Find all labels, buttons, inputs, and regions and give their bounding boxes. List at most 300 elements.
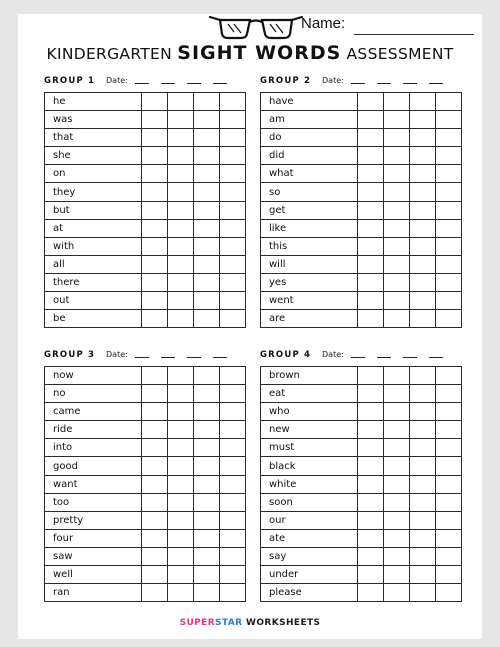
check-box-cell (410, 566, 436, 584)
table-row (45, 493, 246, 511)
check-box-cell (436, 93, 462, 111)
date-label: Date: (322, 76, 344, 85)
check-box-cell (384, 219, 410, 237)
group-title: GROUP 1 (44, 76, 96, 86)
check-box-cell (142, 439, 168, 457)
check-box-cell (142, 219, 168, 237)
check-box-cell (358, 111, 384, 129)
check-box-cell (168, 439, 194, 457)
check-box-cell (168, 475, 194, 493)
sight-word: did (261, 147, 358, 165)
check-box-cell (436, 421, 462, 439)
check-box-cell (358, 367, 384, 385)
check-box-cell (410, 310, 436, 328)
check-box-cell (358, 457, 384, 475)
sight-word: please (261, 584, 358, 602)
check-box-cell (358, 129, 384, 147)
check-box-cell (220, 457, 246, 475)
check-box-cell (410, 385, 436, 403)
check-box-cell (168, 201, 194, 219)
check-box-cell (358, 165, 384, 183)
check-box-cell (384, 310, 410, 328)
check-box-cell (168, 147, 194, 165)
sight-word: what (261, 165, 358, 183)
sight-word: good (45, 457, 142, 475)
check-box-cell (384, 292, 410, 310)
check-box-cell (436, 292, 462, 310)
date-blank-line (403, 83, 417, 84)
check-box-cell (220, 183, 246, 201)
check-box-cell (168, 310, 194, 328)
sight-word: white (261, 475, 358, 493)
check-box-cell (194, 367, 220, 385)
table-row (261, 385, 462, 403)
group-title: GROUP 3 (44, 350, 96, 360)
table-row (261, 475, 462, 493)
check-box-cell (220, 147, 246, 165)
sight-word: black (261, 457, 358, 475)
check-box-cell (142, 201, 168, 219)
check-box-cell (358, 273, 384, 291)
check-box-cell (410, 165, 436, 183)
sight-word: came (45, 403, 142, 421)
table-row (45, 111, 246, 129)
check-box-cell (220, 219, 246, 237)
check-box-cell (410, 273, 436, 291)
date-blank-line (187, 83, 201, 84)
table-row (261, 566, 462, 584)
table-row (45, 511, 246, 529)
sight-word: that (45, 129, 142, 147)
table-row (45, 219, 246, 237)
header (18, 14, 482, 40)
check-box-cell (194, 421, 220, 439)
group-3 (44, 350, 240, 599)
sight-word-table (44, 366, 246, 602)
sight-word: who (261, 403, 358, 421)
check-box-cell (384, 165, 410, 183)
table-row (261, 273, 462, 291)
date-label: Date: (106, 76, 128, 85)
sight-word: at (45, 219, 142, 237)
sight-word: new (261, 421, 358, 439)
date-label: Date: (322, 350, 344, 359)
check-box-cell (142, 385, 168, 403)
check-box-cell (168, 385, 194, 403)
check-box-cell (384, 201, 410, 219)
sight-word: now (45, 367, 142, 385)
check-box-cell (220, 529, 246, 547)
check-box-cell (194, 273, 220, 291)
check-box-cell (142, 493, 168, 511)
sight-word: there (45, 273, 142, 291)
table-row (261, 237, 462, 255)
table-row (261, 547, 462, 565)
date-blank-line (403, 357, 417, 358)
table-row (45, 439, 246, 457)
check-box-cell (168, 547, 194, 565)
check-box-cell (220, 129, 246, 147)
sight-word-table (260, 92, 462, 328)
check-box-cell (436, 385, 462, 403)
sight-word: get (261, 201, 358, 219)
sight-word-table (260, 366, 462, 602)
check-box-cell (410, 183, 436, 201)
check-box-cell (168, 292, 194, 310)
check-box-cell (220, 385, 246, 403)
table-row (261, 511, 462, 529)
check-box-cell (410, 421, 436, 439)
check-box-cell (358, 385, 384, 403)
sight-word: say (261, 547, 358, 565)
sight-word: our (261, 511, 358, 529)
table-row (45, 165, 246, 183)
check-box-cell (358, 292, 384, 310)
check-box-cell (142, 129, 168, 147)
check-box-cell (194, 385, 220, 403)
table-row (45, 421, 246, 439)
table-row (45, 584, 246, 602)
name-label: Name: (301, 15, 346, 32)
check-box-cell (410, 367, 436, 385)
check-box-cell (410, 403, 436, 421)
sight-word: under (261, 566, 358, 584)
table-row (261, 439, 462, 457)
check-box-cell (168, 273, 194, 291)
sight-word: so (261, 183, 358, 201)
table-row (45, 93, 246, 111)
check-box-cell (168, 421, 194, 439)
check-box-cell (220, 475, 246, 493)
table-row (261, 403, 462, 421)
check-box-cell (142, 273, 168, 291)
table-row (45, 201, 246, 219)
check-box-cell (436, 566, 462, 584)
check-box-cell (142, 237, 168, 255)
check-box-cell (384, 93, 410, 111)
check-box-cell (436, 165, 462, 183)
check-box-cell (142, 310, 168, 328)
check-box-cell (194, 219, 220, 237)
table-row (261, 310, 462, 328)
sight-word-table (44, 92, 246, 328)
check-box-cell (384, 385, 410, 403)
check-box-cell (436, 201, 462, 219)
date-blank-line (161, 357, 175, 358)
check-box-cell (194, 255, 220, 273)
check-box-cell (436, 475, 462, 493)
check-box-cell (436, 511, 462, 529)
check-box-cell (194, 547, 220, 565)
check-box-cell (410, 237, 436, 255)
group-1 (44, 76, 240, 325)
check-box-cell (168, 237, 194, 255)
check-box-cell (220, 255, 246, 273)
sight-word: no (45, 385, 142, 403)
check-box-cell (194, 93, 220, 111)
table-row (261, 367, 462, 385)
check-box-cell (410, 439, 436, 457)
sight-word: well (45, 566, 142, 584)
check-box-cell (142, 147, 168, 165)
check-box-cell (168, 183, 194, 201)
table-row (45, 129, 246, 147)
check-box-cell (358, 219, 384, 237)
worksheet-page (18, 14, 482, 639)
check-box-cell (436, 547, 462, 565)
check-box-cell (168, 165, 194, 183)
check-box-cell (168, 129, 194, 147)
check-box-cell (168, 457, 194, 475)
title-part-1: KINDERGARTEN (46, 45, 173, 63)
sight-word: was (45, 111, 142, 129)
check-box-cell (384, 529, 410, 547)
check-box-cell (142, 566, 168, 584)
date-blank-line (429, 83, 443, 84)
check-box-cell (436, 183, 462, 201)
check-box-cell (220, 584, 246, 602)
check-box-cell (410, 493, 436, 511)
table-row (45, 529, 246, 547)
sight-word: four (45, 529, 142, 547)
check-box-cell (410, 219, 436, 237)
table-row (261, 493, 462, 511)
check-box-cell (384, 566, 410, 584)
sight-word: eat (261, 385, 358, 403)
title-bold: SIGHT WORDS (177, 42, 342, 64)
check-box-cell (410, 255, 436, 273)
check-box-cell (194, 511, 220, 529)
check-box-cell (220, 292, 246, 310)
check-box-cell (142, 93, 168, 111)
sight-word: but (45, 201, 142, 219)
sight-word: they (45, 183, 142, 201)
check-box-cell (194, 403, 220, 421)
check-box-cell (168, 219, 194, 237)
check-box-cell (384, 403, 410, 421)
check-box-cell (220, 566, 246, 584)
brand-part-1: SUPER (179, 618, 216, 628)
check-box-cell (194, 292, 220, 310)
check-box-cell (220, 165, 246, 183)
sight-word: went (261, 292, 358, 310)
title-part-2: ASSESSMENT (346, 45, 454, 63)
check-box-cell (194, 111, 220, 129)
sight-word: want (45, 475, 142, 493)
check-box-cell (194, 237, 220, 255)
check-box-cell (358, 93, 384, 111)
check-box-cell (410, 129, 436, 147)
check-box-cell (142, 403, 168, 421)
check-box-cell (194, 129, 220, 147)
check-box-cell (358, 475, 384, 493)
table-row (261, 292, 462, 310)
sight-word: have (261, 93, 358, 111)
page-title (18, 42, 482, 64)
check-box-cell (384, 457, 410, 475)
check-box-cell (220, 237, 246, 255)
check-box-cell (358, 403, 384, 421)
sunglasses-icon (206, 14, 306, 40)
check-box-cell (384, 273, 410, 291)
sight-word: he (45, 93, 142, 111)
check-box-cell (194, 439, 220, 457)
group-header (44, 350, 240, 362)
sight-word: be (45, 310, 142, 328)
sight-word: do (261, 129, 358, 147)
check-box-cell (168, 511, 194, 529)
sight-word: will (261, 255, 358, 273)
check-box-cell (436, 493, 462, 511)
sight-word: saw (45, 547, 142, 565)
check-box-cell (358, 547, 384, 565)
group-header (260, 76, 456, 88)
sight-word: are (261, 310, 358, 328)
check-box-cell (436, 255, 462, 273)
check-box-cell (194, 165, 220, 183)
sight-word: this (261, 237, 358, 255)
table-row (261, 183, 462, 201)
table-row (45, 183, 246, 201)
date-blank-line (187, 357, 201, 358)
check-box-cell (358, 183, 384, 201)
sight-word: yes (261, 273, 358, 291)
check-box-cell (410, 529, 436, 547)
date-blank-line (213, 83, 227, 84)
table-row (261, 584, 462, 602)
sight-word: on (45, 165, 142, 183)
check-box-cell (410, 93, 436, 111)
sight-word: like (261, 219, 358, 237)
date-blank-line (213, 357, 227, 358)
sight-word: out (45, 292, 142, 310)
table-row (261, 457, 462, 475)
check-box-cell (168, 93, 194, 111)
sight-word: ran (45, 584, 142, 602)
check-box-cell (410, 584, 436, 602)
check-box-cell (142, 367, 168, 385)
table-row (45, 566, 246, 584)
table-row (45, 385, 246, 403)
check-box-cell (436, 147, 462, 165)
check-box-cell (168, 255, 194, 273)
check-box-cell (220, 273, 246, 291)
check-box-cell (220, 511, 246, 529)
check-box-cell (436, 273, 462, 291)
check-box-cell (142, 183, 168, 201)
date-blank-line (377, 357, 391, 358)
table-row (261, 219, 462, 237)
check-box-cell (384, 584, 410, 602)
check-box-cell (220, 111, 246, 129)
check-box-cell (410, 475, 436, 493)
check-box-cell (194, 529, 220, 547)
check-box-cell (194, 147, 220, 165)
check-box-cell (436, 219, 462, 237)
check-box-cell (410, 147, 436, 165)
check-box-cell (358, 310, 384, 328)
check-box-cell (194, 475, 220, 493)
check-box-cell (194, 566, 220, 584)
table-row (45, 547, 246, 565)
table-row (45, 273, 246, 291)
check-box-cell (384, 547, 410, 565)
table-row (261, 421, 462, 439)
check-box-cell (168, 403, 194, 421)
brand-part-3: WORKSHEETS (242, 618, 321, 628)
check-box-cell (358, 439, 384, 457)
check-box-cell (168, 529, 194, 547)
group-2 (260, 76, 456, 325)
table-row (261, 529, 462, 547)
check-box-cell (142, 475, 168, 493)
check-box-cell (436, 457, 462, 475)
sight-word: soon (261, 493, 358, 511)
check-box-cell (168, 367, 194, 385)
check-box-cell (436, 310, 462, 328)
check-box-cell (168, 584, 194, 602)
check-box-cell (194, 457, 220, 475)
check-box-cell (436, 584, 462, 602)
table-row (261, 165, 462, 183)
table-row (261, 147, 462, 165)
group-header (44, 76, 240, 88)
check-box-cell (384, 255, 410, 273)
check-box-cell (168, 111, 194, 129)
group-header (260, 350, 456, 362)
name-line (354, 34, 474, 35)
brand-logo (18, 618, 482, 628)
check-box-cell (358, 237, 384, 255)
table-row (45, 255, 246, 273)
table-row (261, 129, 462, 147)
check-box-cell (384, 493, 410, 511)
check-box-cell (358, 255, 384, 273)
sight-word: too (45, 493, 142, 511)
check-box-cell (142, 421, 168, 439)
check-box-cell (220, 93, 246, 111)
check-box-cell (436, 111, 462, 129)
check-box-cell (410, 511, 436, 529)
sight-word: into (45, 439, 142, 457)
check-box-cell (220, 367, 246, 385)
check-box-cell (384, 511, 410, 529)
check-box-cell (220, 421, 246, 439)
group-4 (260, 350, 456, 599)
check-box-cell (410, 547, 436, 565)
sight-word: am (261, 111, 358, 129)
check-box-cell (384, 475, 410, 493)
check-box-cell (384, 367, 410, 385)
check-box-cell (220, 403, 246, 421)
check-box-cell (358, 147, 384, 165)
check-box-cell (384, 183, 410, 201)
date-blank-line (429, 357, 443, 358)
check-box-cell (410, 292, 436, 310)
check-box-cell (142, 529, 168, 547)
check-box-cell (384, 421, 410, 439)
check-box-cell (220, 201, 246, 219)
date-blank-line (351, 83, 365, 84)
check-box-cell (436, 367, 462, 385)
table-row (261, 93, 462, 111)
check-box-cell (358, 511, 384, 529)
check-box-cell (220, 547, 246, 565)
check-box-cell (410, 111, 436, 129)
date-blank-line (377, 83, 391, 84)
table-row (45, 475, 246, 493)
check-box-cell (358, 529, 384, 547)
